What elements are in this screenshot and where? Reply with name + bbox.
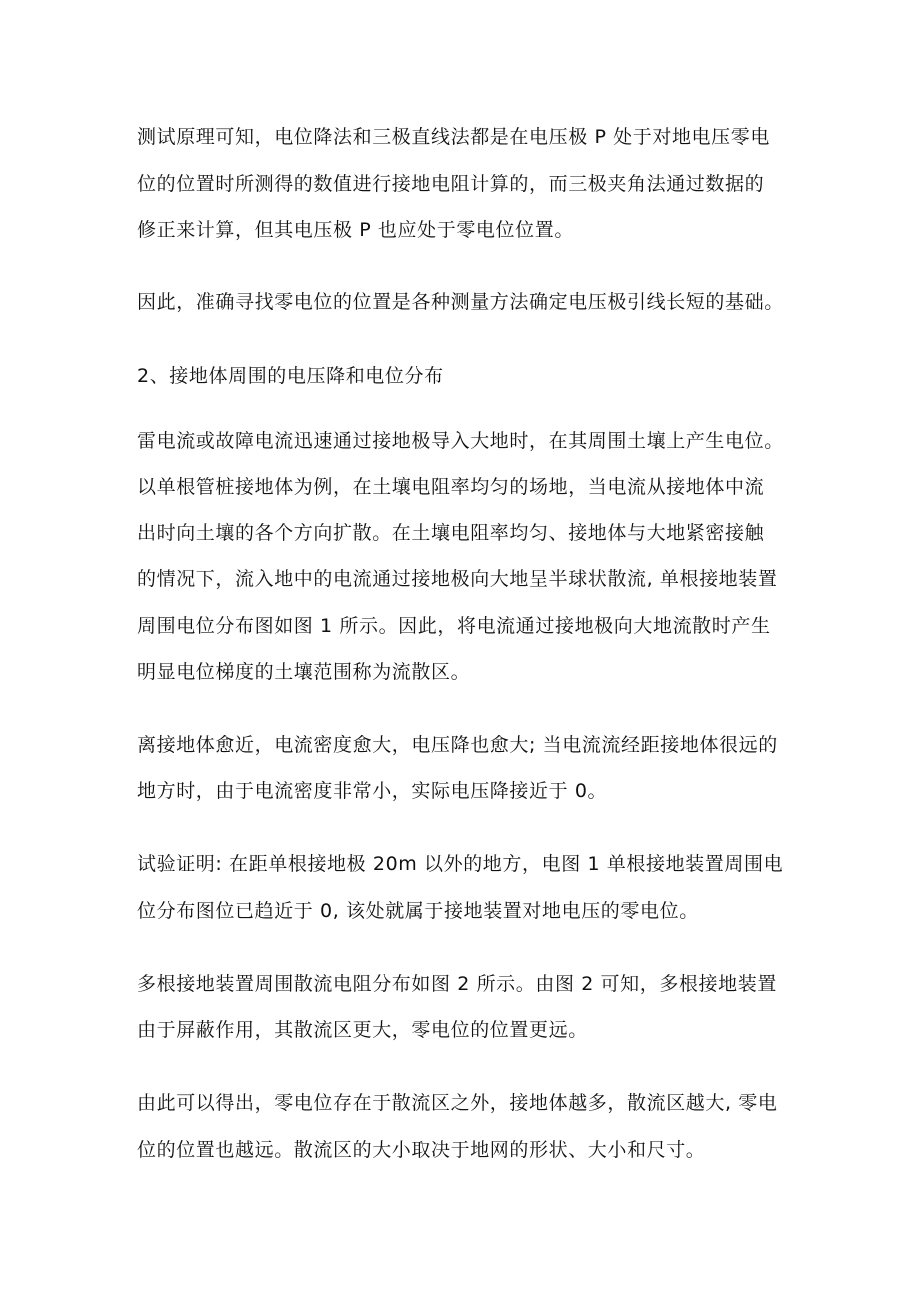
text-line: 试验证明: 在距单根接地极 20m 以外的地方，电图 1 单根接地装置周围电 [137, 853, 784, 875]
text-line: 出时向土壤的各个方向扩散。在土壤电阻率均匀、接地体与大地紧密接触 [137, 522, 765, 544]
text-line: 明显电位梯度的土壤范围称为流散区。 [137, 661, 471, 683]
section-heading: 2、接地体周围的电压降和电位分布 [137, 365, 444, 387]
text-line: 地方时，由于电流密度非常小，实际电压降接近于 0。 [137, 780, 608, 802]
text-line: 离接地体愈近，电流密度愈大，电压降也愈大; 当电流流经距接地体很远的 [137, 734, 778, 756]
text-line: 以单根管桩接地体为例，在土壤电阻率均匀的场地，当电流从接地体中流 [137, 476, 765, 498]
text-line: 位的位置也越远。散流区的大小取决于地网的形状、大小和尺寸。 [137, 1139, 706, 1161]
text-line: 雷电流或故障电流迅速通过接地极导入大地时，在其周围土壤上产生电位。 [137, 430, 784, 452]
text-line: 位分布图位已趋近于 0, 该处就属于接地装置对地电压的零电位。 [137, 900, 699, 922]
text-line: 修正来计算，但其电压极 P 也应处于零电位位置。 [137, 219, 574, 241]
text-line: 由此可以得出，零电位存在于散流区之外，接地体越多，散流区越大, 零电 [137, 1092, 778, 1114]
text-line: 位的位置时所测得的数值进行接地电阻计算的，而三极夹角法通过数据的 [137, 173, 765, 195]
text-line: 由于屏蔽作用，其散流区更大，零电位的位置更远。 [137, 1019, 588, 1041]
text-line: 多根接地装置周围散流电阻分布如图 2 所示。由图 2 可知，多根接地装置 [137, 973, 777, 995]
text-line: 因此，准确寻找零电位的位置是各种测量方法确定电压极引线长短的基础。 [137, 291, 784, 313]
text-line: 测试原理可知，电位降法和三极直线法都是在电压极 P 处于对地电压零电 [137, 126, 770, 148]
text-line: 周围电位分布图如图 1 所示。因此，将电流通过接地极向大地流散时产生 [137, 615, 771, 637]
text-line: 的情况下，流入地中的电流通过接地极向大地呈半球状散流, 单根接地装置 [137, 568, 778, 590]
